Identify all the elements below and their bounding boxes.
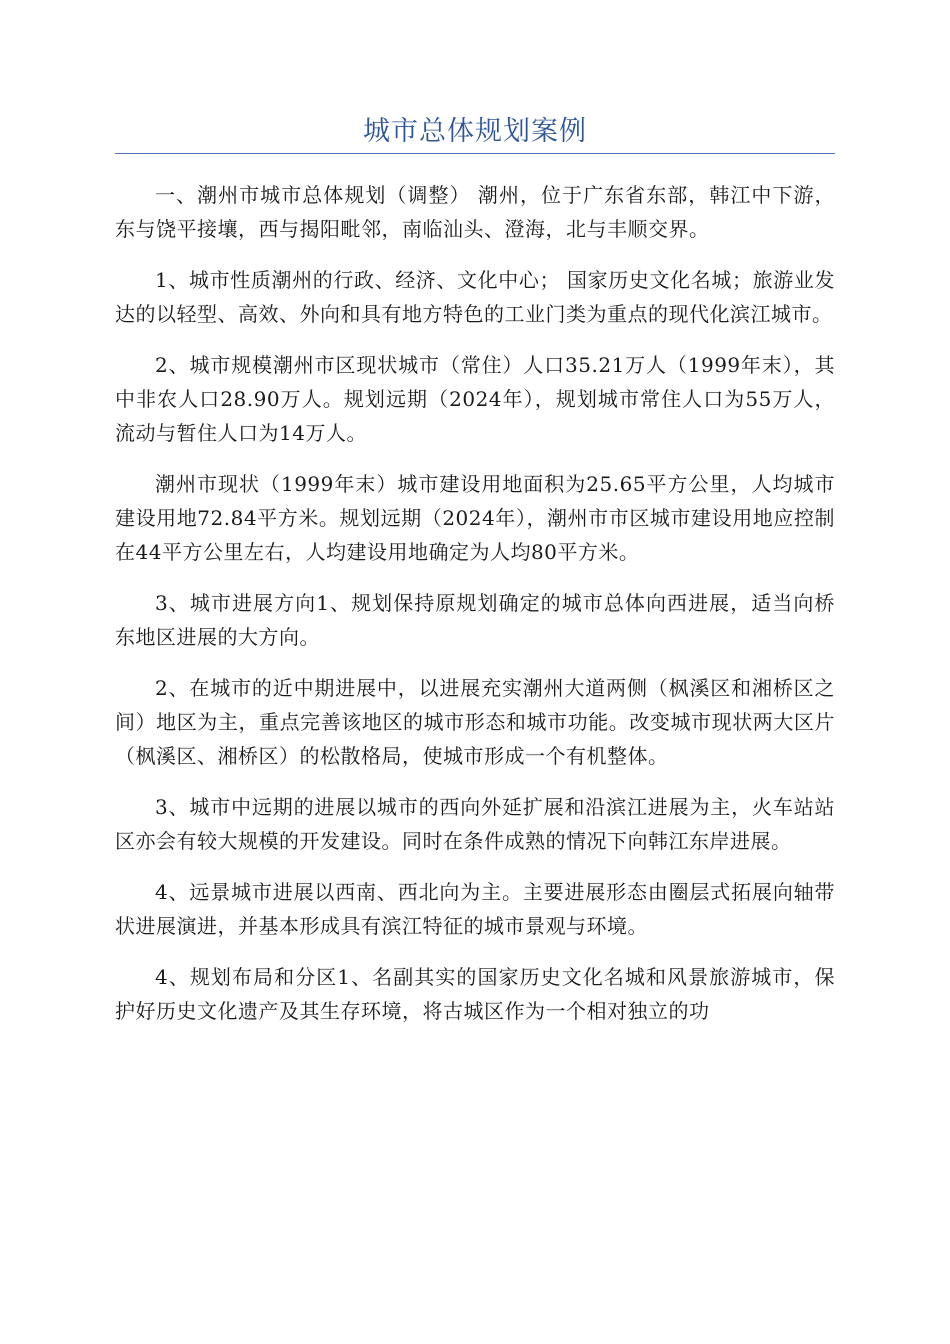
document-page bbox=[115, 112, 835, 1045]
paragraph-intro: 一、潮州市城市总体规划（调整） 潮州，位于广东省东部，韩江中下游，东与饶平接壤，西与揭阳毗邻，南临汕头、澄海，北与丰顺交界。 bbox=[115, 183, 835, 241]
paragraph-direction-1: 3、城市进展方向1、规划保持原规划确定的城市总体向西进展，适当向桥东地区进展的大方向。 bbox=[115, 591, 835, 649]
paragraph-direction-3: 3、城市中远期的进展以城市的西向外延扩展和沿滨江进展为主，火车站站区亦会有较大规模的开发建设。同时在条件成熟的情况下向韩江东岸进展。 bbox=[115, 795, 835, 853]
paragraph-layout: 4、规划布局和分区1、名副其实的国家历史文化名城和风景旅游城市，保护好历史文化遗产及其生存环境，将古城区作为一个相对独立的功 bbox=[115, 965, 835, 1023]
document-title: 城市总体规划案例 bbox=[363, 116, 587, 147]
paragraph-city-scale: 2、城市规模潮州市区现状城市（常住）人口35.21万人（1999年末），其中非农人口28.90万人。规划远期（2024年），规划城市常住人口为55万人，流动与暂住人口为14万人。 bbox=[115, 353, 835, 445]
title-underline bbox=[115, 153, 835, 154]
paragraph-direction-2: 2、在城市的近中期进展中，以进展充实潮州大道两侧（枫溪区和湘桥区之间）地区为主，重点完善该地区的城市形态和城市功能。改变城市现状两大区片（枫溪区、湘桥区）的松散格局，使城市形成一个有机整体。 bbox=[115, 676, 835, 768]
paragraph-land-use: 潮州市现状（1999年末）城市建设用地面积为25.65平方公里，人均城市建设用地72.84平方米。规划远期（2024年），潮州市市区城市建设用地应控制在44平方公里左右，人均建设用地确定为人均80平方米。 bbox=[115, 472, 835, 564]
paragraph-direction-4: 4、远景城市进展以西南、西北向为主。主要进展形态由圈层式拓展向轴带状进展演进，并基本形成具有滨江特征的城市景观与环境。 bbox=[115, 880, 835, 938]
paragraph-city-nature: 1、城市性质潮州的行政、经济、文化中心； 国家历史文化名城；旅游业发达的以轻型、高效、外向和具有地方特色的工业门类为重点的现代化滨江城市。 bbox=[115, 268, 835, 326]
